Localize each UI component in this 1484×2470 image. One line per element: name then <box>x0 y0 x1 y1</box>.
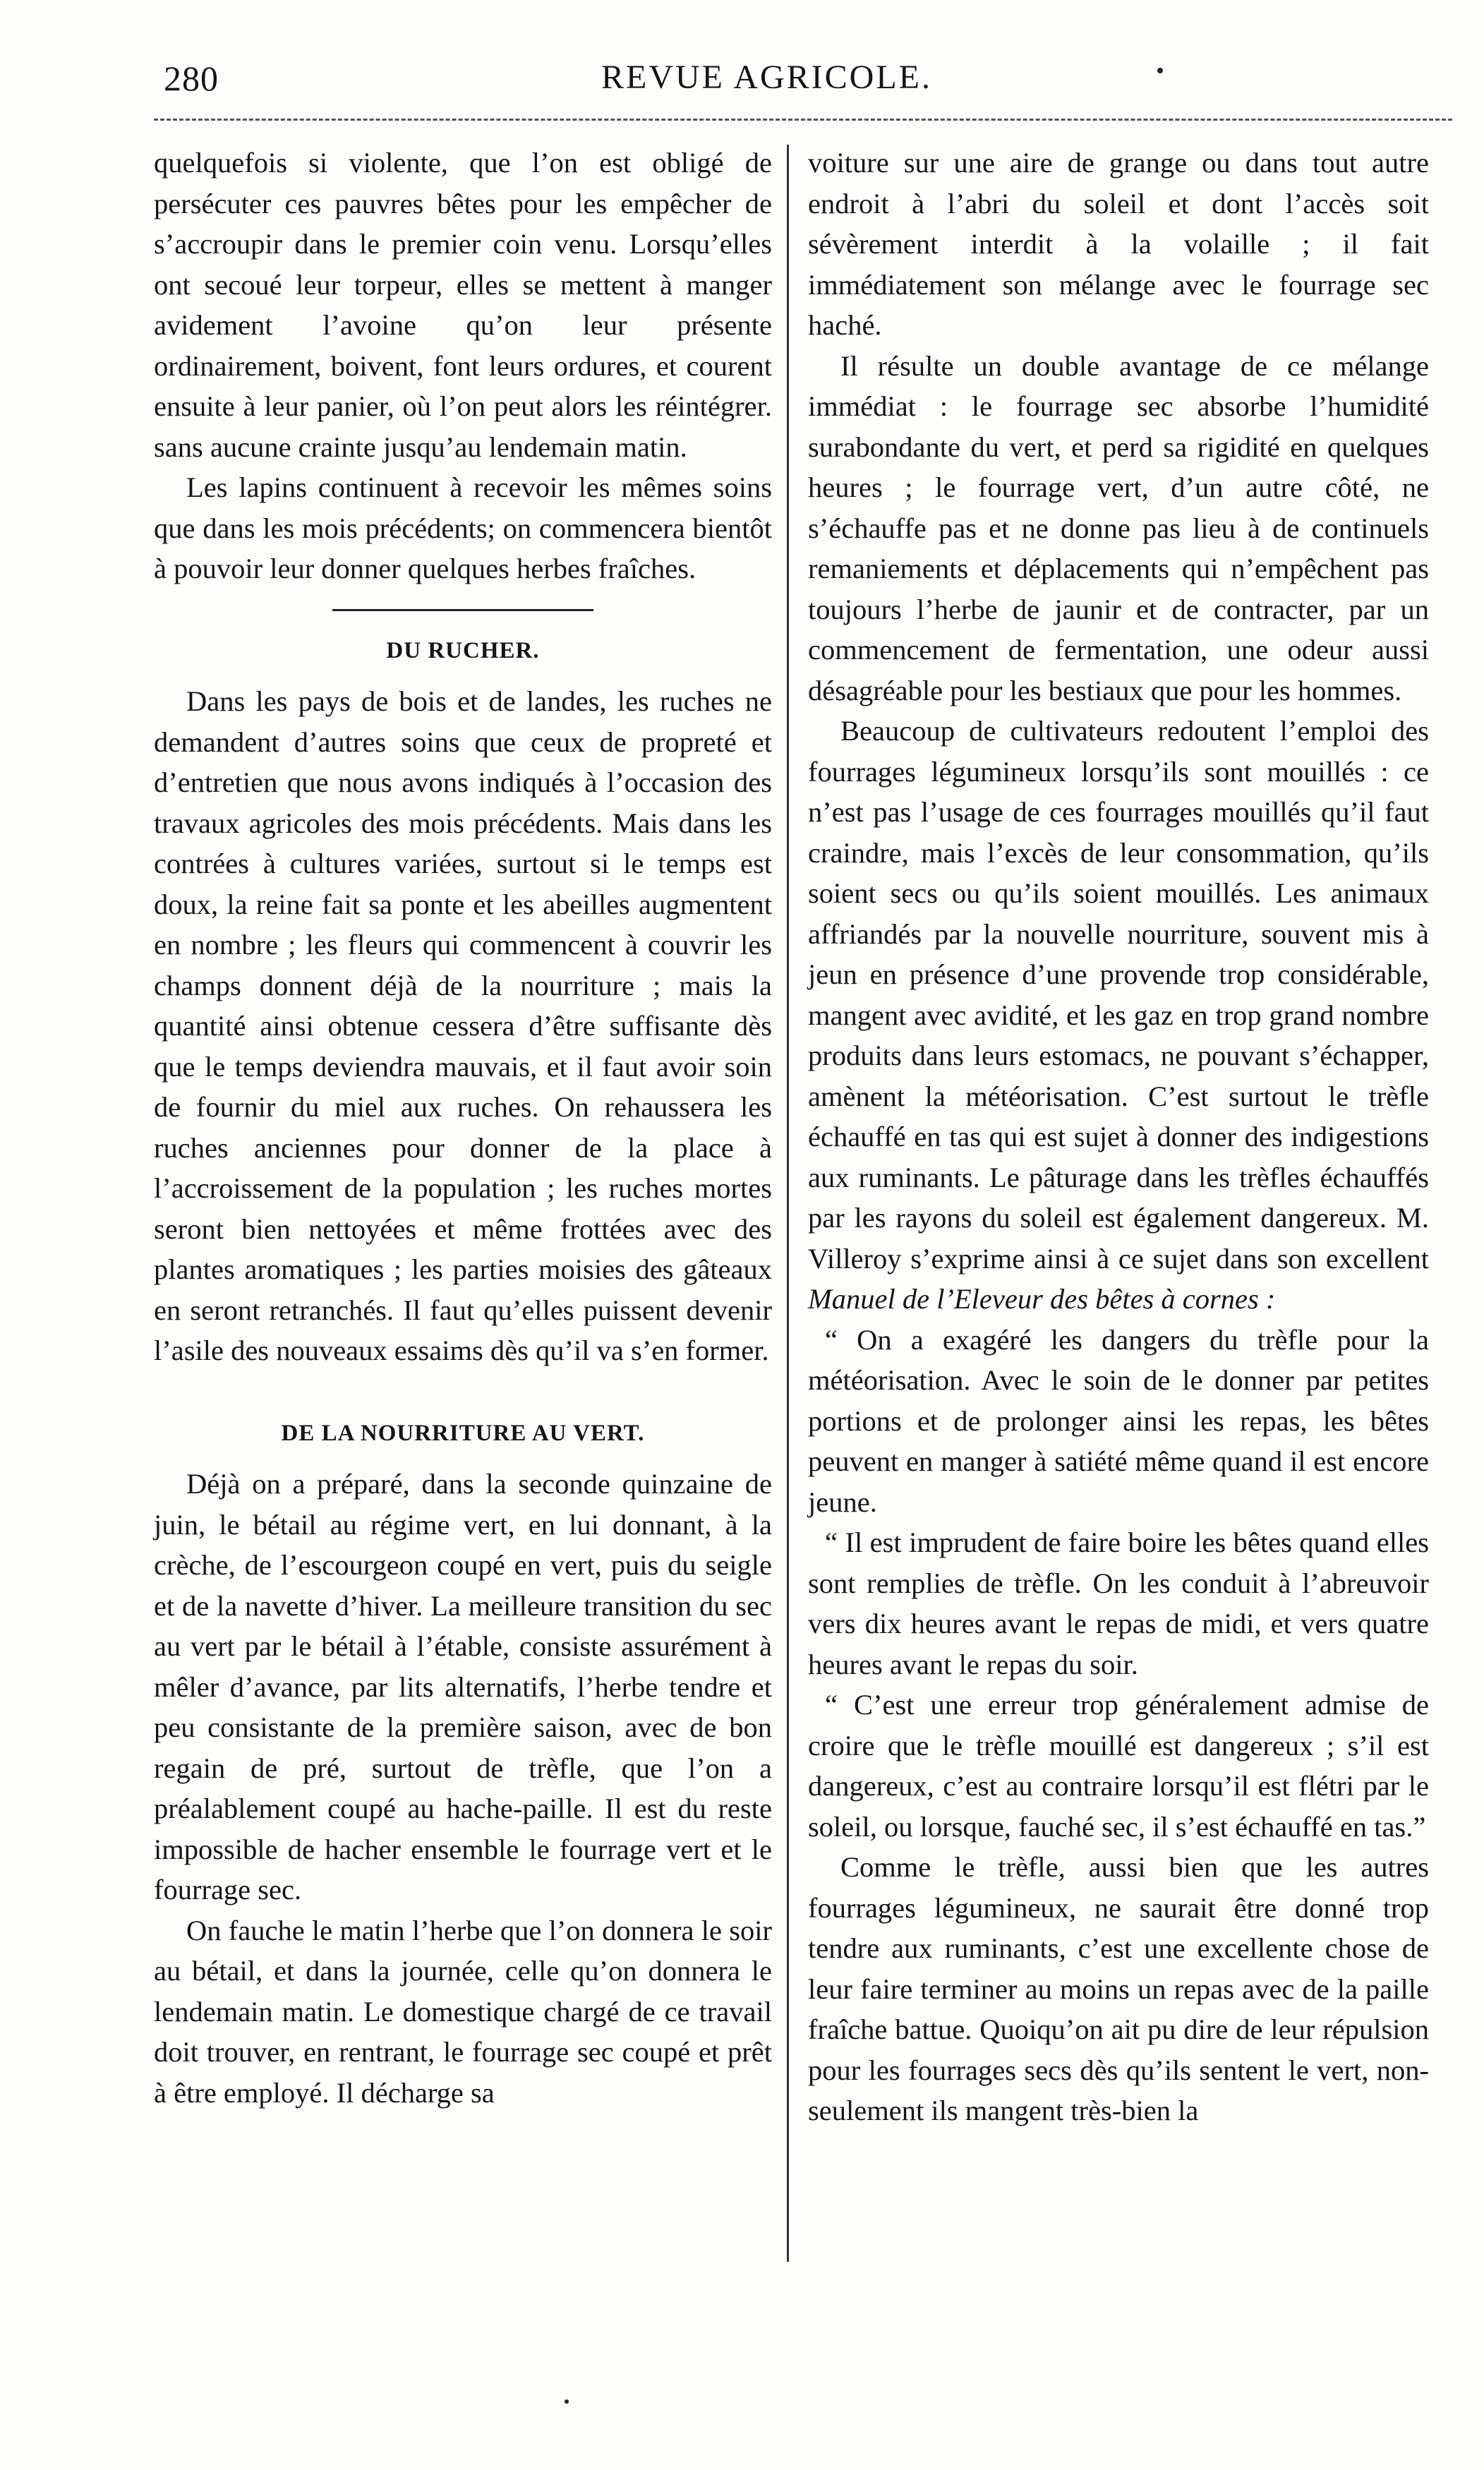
section-heading-nourriture: DE LA NOURRITURE AU VERT. <box>281 1420 645 1446</box>
left-paragraph-3: Dans les pays de bois et de landes, les ruches ne demandent d’autres soins que ceux de propreté et d’entretien que nous avons indiqués à l’occasion des travaux agricoles des mois précédents. Mais dans les contrées à cultures variées, surtout si le temps est doux, la reine fait sa ponte et les abeilles augmentent en nombre ; les fleurs qui commencent à couvrir les champs donnent déjà de la nourriture ; mais la quantité ainsi obtenue cessera d’être suffisante dès que le temps deviendra mauvais, et il faut avoir soin de fournir du miel aux ruches. On rehaussera les ruches anciennes pour donner de la place à l’accroissement de la population ; les ruches mortes seront bien nettoyées et même frottées avec des plantes aromatiques ; les parties moisies des gâteaux en seront retranchés. Il faut qu’elles puissent devenir l’asile des nouveaux essaims dès qu’il va s’en former. <box>154 685 772 1366</box>
right-paragraph-3 <box>808 711 1429 1320</box>
section-gap <box>154 1371 772 1404</box>
left-paragraph-4: Déjà on a préparé, dans la seconde quinzaine de juin, le bétail au régime vert, en lui donnant, à la crèche, de l’escourgeon coupé en vert, puis du seigle et de la navette d’hiver. La meilleure transition du sec au vert par le bétail à l’étable, consiste assurément à mêler d’avance, par lits alternatifs, l’herbe tendre et peu consistante de la première saison, avec de bon regain de pré, surtout de trèfle, que l’on a préalablement coupé au hache-paille. Il est du reste impossible de hacher ensemble le fourrage vert et le fourrage sec. <box>154 1468 772 1905</box>
header-rule <box>154 119 1452 121</box>
section-heading-rucher: DU RUCHER. <box>386 637 540 663</box>
right-paragraph-1: voiture sur une aire de grange ou dans tout autre endroit à l’abri du soleil et dont l’accès soit sévèrement interdit à la volaille ; il fait immédiatement son mélange avec le fourrage sec haché. <box>808 147 1429 341</box>
left-paragraph-2: Les lapins continuent à recevoir les mêmes soins que dans les mois précédents; on commencera bientôt à pouvoir leur donner quelques herbes fraîches. <box>154 471 772 584</box>
stray-dot-mark <box>1157 68 1163 73</box>
page-header <box>164 58 1448 107</box>
quote-paragraph-3: “ C’est une erreur trop généralement admise de croire que le trèfle mouillé est dangereux ; s’il est dangereux, c’est au contraire lorsqu’il est flétri par le soleil, ou lorsque, fauché sec, il s’est échauffé en tas.” <box>808 1689 1429 1843</box>
quote-paragraph-2: “ Il est imprudent de faire boire les bêtes quand elles sont remplies de trèfle. On les conduit à l’abreuvoir vers dix heures avant le repas de midi, et vers quatre heures avant le repas du soir. <box>808 1526 1429 1680</box>
column-divider <box>787 145 789 2262</box>
page-number: 280 <box>164 59 219 98</box>
left-column <box>154 143 772 2113</box>
section-divider <box>332 609 593 611</box>
running-title: REVUE AGRICOLE. <box>601 59 932 96</box>
right-paragraph-3-text: Beaucoup de cultivateurs redoutent l’emploi des fourrages légumineux lorsqu’ils sont mouillés : ce n’est pas l’usage de ces fourrages mouillés qu’il faut craindre, mais l’excès de leur consommation, qu’ils soient secs ou qu’ils soient mouillés. Les animaux affriandés par la nouvelle nourriture, souvent mis à jeun en présence d’une provende trop considérable, mangent avec avidité, et les gaz en trop grand nombre produits dans leurs estomacs, ne pouvant s’échapper, amènent la météorisation. C’est surtout le trèfle échauffé en tas qui est sujet à donner des indigestions aux ruminants. Le pâturage dans les trèfles échauffés par les rayons du soleil est également dangereux. M. Villeroy s’exprime ainsi à ce sujet dans son excellent <box>808 715 1429 1275</box>
left-paragraph-5: On fauche le matin l’herbe que l’on donnera le soir au bétail, et dans la journée, celle qu’on donnera le lendemain matin. Le domestique chargé de ce travail doit trouver, en rentrant, le fourrage sec coupé et prêt à être employé. Il décharge sa <box>154 1914 772 2109</box>
quote-paragraph-1: “ On a exagéré les dangers du trèfle pour la météorisation. Avec le soin de le donner par petites portions et de prolonger ainsi les repas, les bêtes peuvent en manger à satiété même quand il est encore jeune. <box>808 1323 1429 1518</box>
right-paragraph-2: Il résulte un double avantage de ce mélange immédiat : le fourrage sec absorbe l’humidité surabondante du vert, et perd sa rigidité en quelques heures ; le fourrage vert, d’un autre côté, ne s’échauffe pas et ne donne pas lieu à de continuels remaniements et déplacements qui n’empêchent pas toujours l’herbe de jaunir et de contracter, par un commencement de fermentation, une odeur aussi désagréable pour les bestiaux que pour les hommes. <box>808 349 1429 706</box>
right-paragraph-4: Comme le trèfle, aussi bien que les autres fourrages légumineux, ne saurait être donné trop tendre aux ruminants, c’est une excellente chose de leur faire terminer au moins un repas avec de la paille fraîche battue. Quoiqu’on ait pu dire de leur répulsion pour les fourrages secs dès qu’ils sentent le vert, non-seulement ils mangent très-bien la <box>808 1851 1429 2126</box>
right-column <box>808 143 1429 2131</box>
left-paragraph-1: quelquefois si violente, que l’on est obligé de persécuter ces pauvres bêtes pour les empêcher de s’accroupir dans le premier coin venu. Lorsqu’elles ont secoué leur torpeur, elles se mettent à manger avidement l’avoine qu’on leur présente ordinairement, boivent, font leurs ordures, et courent ensuite à leur panier, où l’on peut alors les réintégrer. sans aucune crainte jusqu’au lendemain matin. <box>154 147 772 463</box>
stray-dot-mark <box>565 2399 569 2404</box>
book-title: Manuel de l’Eleveur des bêtes à cornes : <box>808 1283 1276 1315</box>
